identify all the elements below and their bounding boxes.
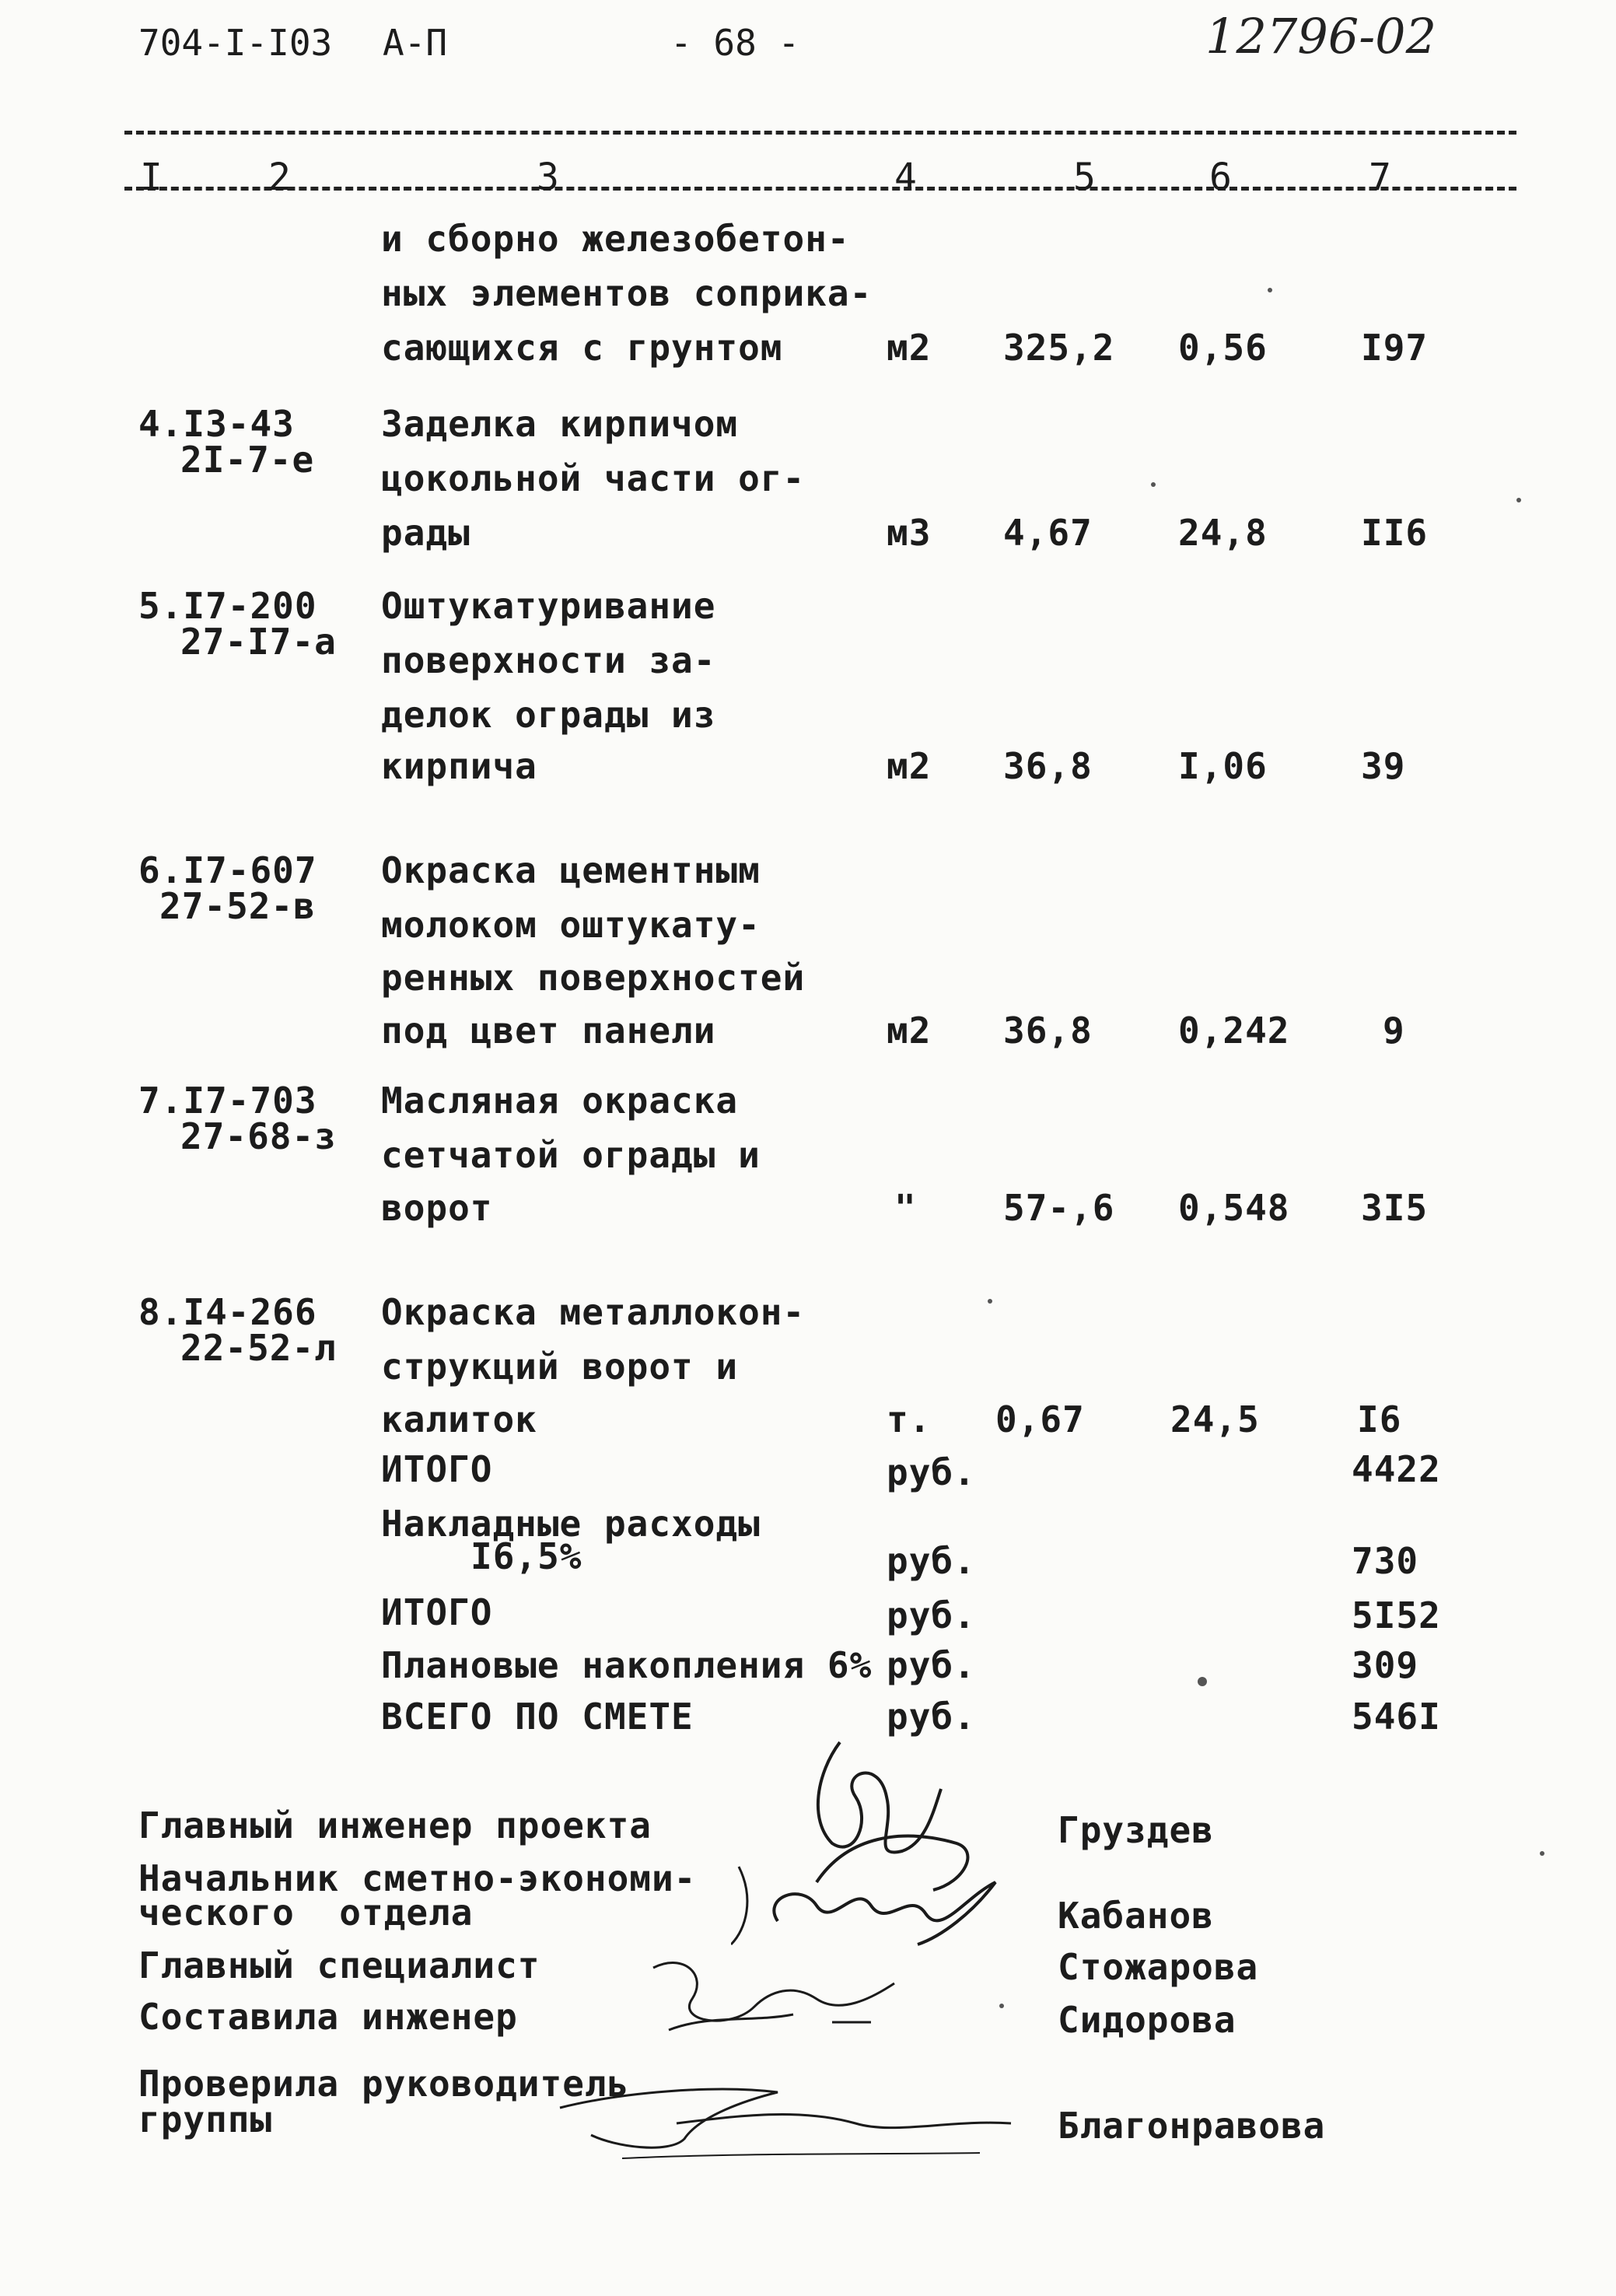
row-description-line: под цвет панели — [381, 1010, 716, 1052]
row-unit-price: 24,8 — [1178, 512, 1268, 554]
row-unit-price: 0,242 — [1178, 1010, 1290, 1052]
row-code: 6.I7-607 — [138, 849, 317, 891]
row-unit: " — [894, 1187, 917, 1229]
total-label-sub: I6,5% — [470, 1535, 582, 1577]
row-code-secondary: 22-52-л — [180, 1327, 337, 1369]
total-value: 546I — [1352, 1696, 1441, 1738]
signatory-name: Груздев — [1058, 1809, 1214, 1851]
scan-speck — [1516, 498, 1521, 502]
signatory-role: Проверила руководитель — [138, 2063, 630, 2105]
row-description-line: струкций ворот и — [381, 1346, 739, 1388]
total-value: 5I52 — [1352, 1594, 1441, 1636]
row-unit: м2 — [887, 745, 932, 787]
signatory-role: Начальник сметно-экономи- — [138, 1857, 697, 1899]
row-description-line: цокольной части ог- — [381, 457, 806, 499]
row-code: 4.I3-43 — [138, 403, 295, 445]
row-description-line: Масляная окраска — [381, 1080, 739, 1122]
scan-speck — [999, 2004, 1004, 2008]
scan-speck — [1540, 1851, 1544, 1856]
signatory-role: Составила инженер — [138, 1996, 518, 2038]
scan-speck — [1268, 288, 1272, 292]
scan-speck — [1198, 1677, 1207, 1686]
row-description-line: поверхности за- — [381, 639, 716, 681]
total-value: 4422 — [1352, 1448, 1441, 1490]
header-rule-bottom — [124, 187, 1516, 191]
row-description-line: рады — [381, 512, 470, 554]
row-total: I6 — [1357, 1398, 1402, 1440]
signature-scribble-stozharova — [638, 1937, 918, 2053]
signatory-name: Сидорова — [1058, 1999, 1236, 2041]
page-number: - 68 - — [670, 22, 800, 64]
row-description-line: кирпича — [381, 745, 537, 787]
signatory-name: Благонравова — [1058, 2105, 1326, 2147]
row-code-secondary: 2I-7-е — [180, 439, 315, 481]
signatory-role-cont: группы — [138, 2098, 273, 2140]
row-code-secondary: 27-I7-а — [180, 621, 337, 663]
scan-speck — [1151, 482, 1156, 487]
row-code-secondary: 27-52-в — [159, 885, 316, 927]
row-description-line: ных элементов соприка- — [381, 272, 873, 314]
document-part: А-П — [383, 22, 448, 64]
signatory-role: Главный инженер проекта — [138, 1804, 652, 1846]
document-code: 704-I-I03 — [138, 22, 333, 64]
total-unit: руб. — [887, 1594, 976, 1636]
row-description-line: молоком оштукату- — [381, 904, 761, 946]
inventory-number: 12796-02 — [1205, 8, 1437, 65]
row-description-line: калиток — [381, 1398, 537, 1440]
col-number-1: I — [140, 156, 163, 199]
total-label: Плановые накопления 6% — [381, 1644, 873, 1686]
total-unit: руб. — [887, 1644, 976, 1686]
row-total: I97 — [1361, 327, 1429, 369]
row-quantity: 36,8 — [1003, 745, 1093, 787]
row-description-line: сетчатой ограды и — [381, 1134, 761, 1176]
row-unit: м2 — [887, 1010, 932, 1052]
total-label: ВСЕГО ПО СМЕТЕ — [381, 1696, 694, 1738]
row-unit-price: I,06 — [1178, 745, 1268, 787]
row-quantity: 0,67 — [995, 1398, 1085, 1440]
row-description-line: и сборно железобетон- — [381, 218, 850, 260]
total-unit: руб. — [887, 1451, 976, 1493]
row-quantity: 36,8 — [1003, 1010, 1093, 1052]
col-number-6: 6 — [1209, 156, 1232, 199]
total-label: ИТОГО — [381, 1448, 493, 1490]
row-description-line: ворот — [381, 1187, 493, 1229]
row-description-line: ренных поверхностей — [381, 957, 806, 999]
row-unit: т. — [887, 1398, 932, 1440]
total-label: ИТОГО — [381, 1591, 493, 1633]
row-quantity: 4,67 — [1003, 512, 1093, 554]
row-description-line: Окраска цементным — [381, 849, 761, 891]
total-value: 730 — [1352, 1540, 1419, 1582]
row-description-line: сающихся с грунтом — [381, 327, 783, 369]
scan-speck — [988, 1299, 992, 1304]
row-description-line: Окраска металлокон- — [381, 1291, 806, 1333]
row-total: 9 — [1383, 1010, 1405, 1052]
total-unit: руб. — [887, 1540, 976, 1582]
col-number-3: 3 — [537, 156, 559, 199]
signatory-name: Кабанов — [1058, 1895, 1214, 1937]
col-number-5: 5 — [1073, 156, 1096, 199]
signature-scribble-blagonravova — [544, 2061, 1027, 2170]
col-number-4: 4 — [894, 156, 917, 199]
total-label: Накладные расходы — [381, 1503, 761, 1545]
row-description-line: Оштукатуривание — [381, 585, 716, 627]
row-quantity: 57-,6 — [1003, 1187, 1115, 1229]
row-unit-price: 0,548 — [1178, 1187, 1290, 1229]
row-code: 5.I7-200 — [138, 585, 317, 627]
signatory-role-cont: ческого отдела — [138, 1892, 474, 1934]
signatory-role: Главный специалист — [138, 1944, 540, 1986]
row-description-line: Заделка кирпичом — [381, 403, 739, 445]
row-unit: м3 — [887, 512, 932, 554]
row-code: 8.I4-266 — [138, 1291, 317, 1333]
col-number-2: 2 — [268, 156, 291, 199]
row-total: II6 — [1361, 512, 1429, 554]
row-total: 3I5 — [1361, 1187, 1429, 1229]
total-unit: руб. — [887, 1696, 976, 1738]
row-quantity: 325,2 — [1003, 327, 1115, 369]
col-number-7: 7 — [1369, 156, 1391, 199]
row-unit-price: 24,5 — [1170, 1398, 1260, 1440]
row-unit-price: 0,56 — [1178, 327, 1268, 369]
signatory-name: Стожарова — [1058, 1946, 1259, 1988]
row-unit: м2 — [887, 327, 932, 369]
row-code: 7.I7-703 — [138, 1080, 317, 1122]
header-rule-top — [124, 131, 1516, 135]
row-code-secondary: 27-68-з — [180, 1115, 337, 1157]
row-description-line: делок ограды из — [381, 694, 716, 736]
row-total: 39 — [1361, 745, 1406, 787]
total-value: 309 — [1352, 1644, 1419, 1686]
